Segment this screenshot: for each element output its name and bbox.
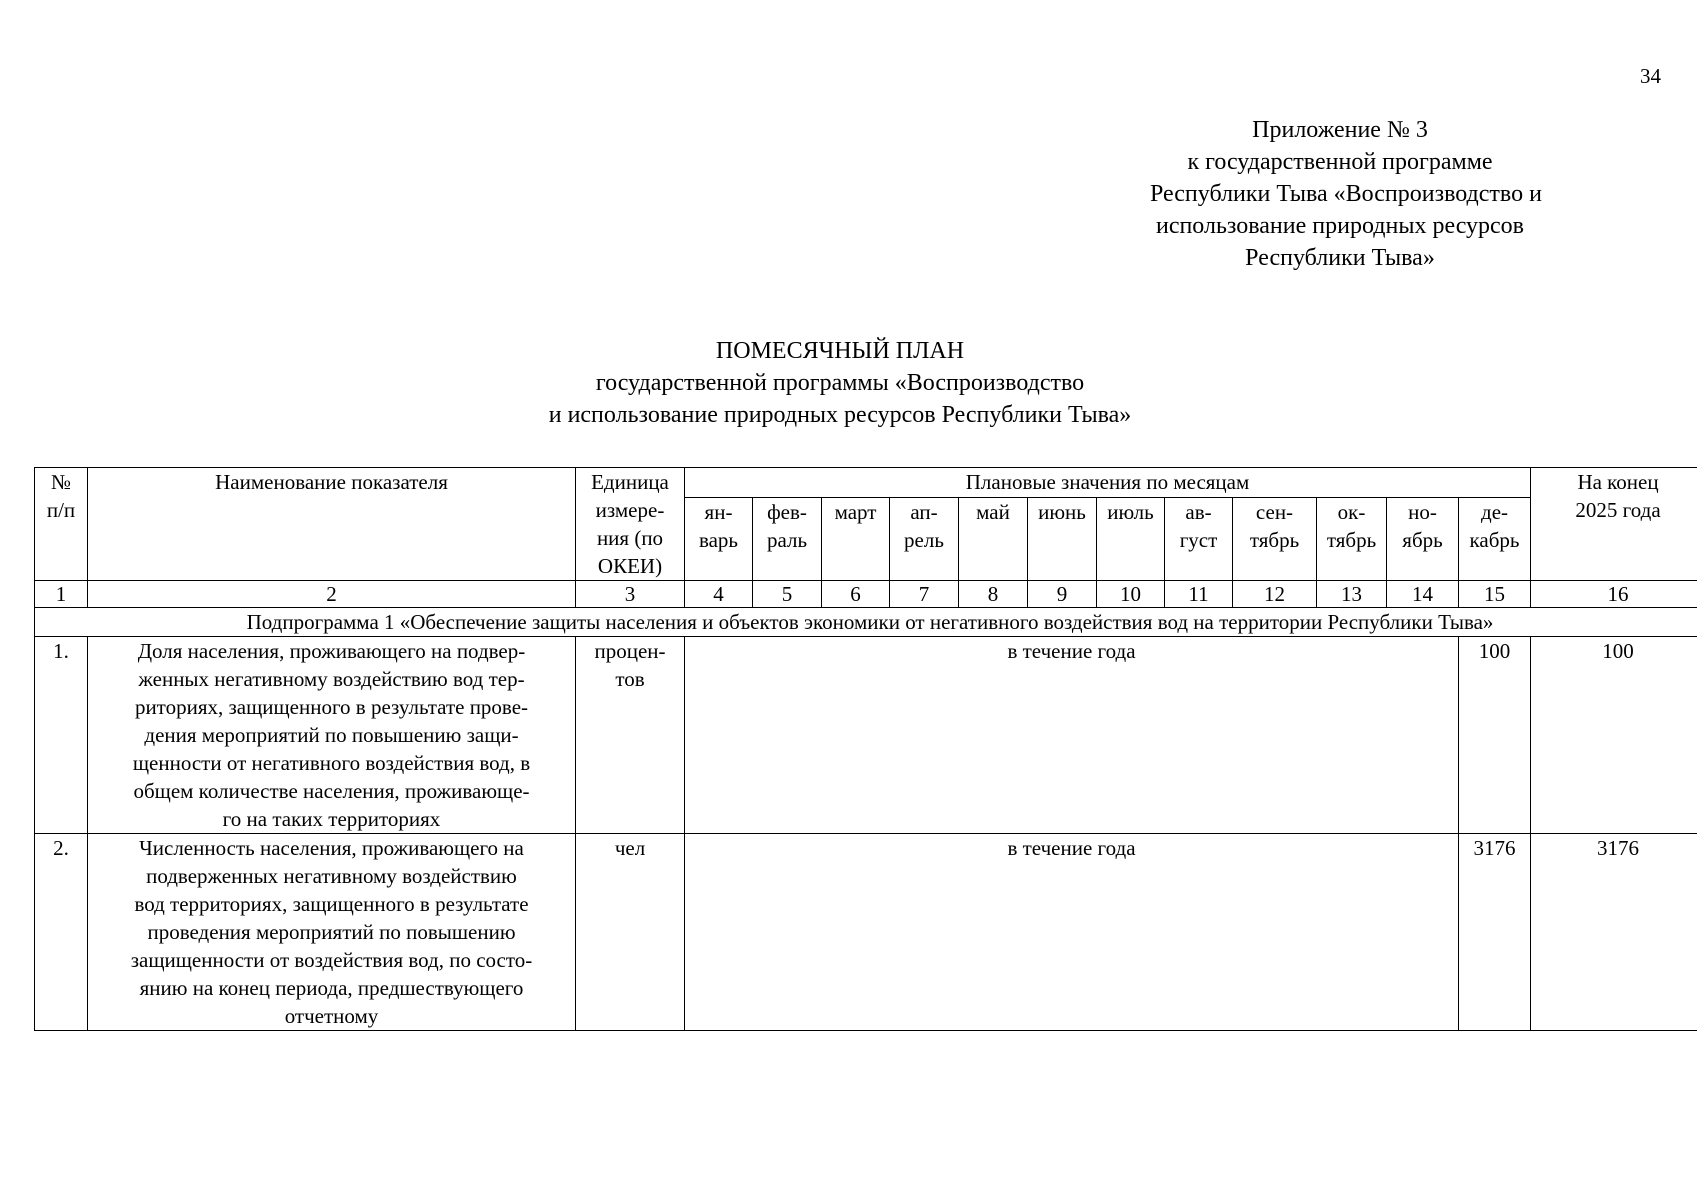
- appendix-line: Республики Тыва «Воспроизводство и: [1150, 181, 1542, 207]
- appendix-line: использование природных ресурсов: [1155, 213, 1525, 239]
- column-number: 8: [959, 581, 1028, 608]
- header-month-december: де- кабрь: [1459, 497, 1531, 580]
- table-row: [35, 834, 1697, 1031]
- period-note: в течение года: [685, 834, 1459, 1031]
- row-number: 2.: [35, 834, 88, 1031]
- header-month-october: ок- тябрь: [1317, 497, 1387, 580]
- header-month-january: ян- варь: [685, 497, 753, 580]
- appendix-block: [1150, 114, 1542, 274]
- header-month-november: но- ябрь: [1387, 497, 1459, 580]
- header-month-march: март: [822, 497, 890, 580]
- column-number: 14: [1387, 581, 1459, 608]
- indicator-name: Численность населения, проживающего на подверженных негативному воздействию вод территориях, защищенного в результате проведения мероприятий по повышению защищенности от воздействия вод, по состо- янию на конец периода, предшествующего отчетному: [88, 834, 576, 1031]
- column-number: 6: [822, 581, 890, 608]
- column-number: 2: [88, 581, 576, 608]
- header-number: [35, 468, 88, 581]
- appendix-line: Республики Тыва»: [1245, 245, 1435, 271]
- document-title: [300, 335, 1380, 431]
- header-year-end: [1531, 468, 1697, 581]
- header-month-june: июнь: [1028, 497, 1097, 580]
- header-unit-text: Единица измере- ния (по ОКЕИ): [591, 470, 669, 578]
- appendix-line: Приложение № 3: [1252, 117, 1428, 143]
- december-value: 100: [1459, 637, 1531, 834]
- subprogram-title: Подпрограмма 1 «Обеспечение защиты населения и объектов экономики от негативного воздействия вод на территории Республики Тыва»: [35, 608, 1697, 637]
- subprogram-row: [35, 608, 1697, 637]
- appendix-line: к государственной программе: [1187, 149, 1493, 175]
- header-month-july: июль: [1097, 497, 1165, 580]
- column-number: 1: [35, 581, 88, 608]
- column-number: 9: [1028, 581, 1097, 608]
- unit-of-measure: чел: [576, 834, 685, 1031]
- monthly-plan-table: [34, 467, 1697, 1031]
- header-indicator-name-text: Наименование показателя: [215, 470, 448, 494]
- header-unit: [576, 468, 685, 581]
- header-indicator-name: [88, 468, 576, 581]
- header-month-february: фев- раль: [753, 497, 822, 580]
- column-number: 7: [890, 581, 959, 608]
- column-number: 4: [685, 581, 753, 608]
- header-monthly-values: [685, 468, 1531, 498]
- column-number: 16: [1531, 581, 1697, 608]
- table-row: [35, 637, 1697, 834]
- page-number: 34: [1640, 64, 1661, 88]
- unit-of-measure: процен- тов: [576, 637, 685, 834]
- header-month-september: сен- тябрь: [1233, 497, 1317, 580]
- year-end-value: 3176: [1531, 834, 1697, 1031]
- year-end-value: 100: [1531, 637, 1697, 834]
- title-line: государственной программы «Воспроизводство: [595, 370, 1085, 396]
- header-month-may: май: [959, 497, 1028, 580]
- column-number: 3: [576, 581, 685, 608]
- column-number: 11: [1165, 581, 1233, 608]
- column-number: 13: [1317, 581, 1387, 608]
- header-monthly-values-text: Плановые значения по месяцам: [965, 470, 1250, 494]
- header-year-end-text: На конец 2025 года: [1575, 470, 1661, 522]
- column-number: 12: [1233, 581, 1317, 608]
- title-line: и использование природных ресурсов Республики Тыва»: [548, 402, 1132, 428]
- row-number: 1.: [35, 637, 88, 834]
- header-number-text: № п/п: [46, 470, 76, 522]
- column-number: 15: [1459, 581, 1531, 608]
- column-number: 5: [753, 581, 822, 608]
- indicator-name: Доля населения, проживающего на подвер- женных негативному воздействию вод тер- риториях, защищенного в результате прове- дения мероприятий по повышению защи- щенности от негативного воздействия вод, в общем количестве населения, проживающе- го на таких территориях: [88, 637, 576, 834]
- period-note: в течение года: [685, 637, 1459, 834]
- header-month-april: ап- рель: [890, 497, 959, 580]
- header-month-august: ав- густ: [1165, 497, 1233, 580]
- column-number: 10: [1097, 581, 1165, 608]
- column-number-row: [35, 581, 1697, 608]
- december-value: 3176: [1459, 834, 1531, 1031]
- title-line: ПОМЕСЯЧНЫЙ ПЛАН: [715, 338, 965, 364]
